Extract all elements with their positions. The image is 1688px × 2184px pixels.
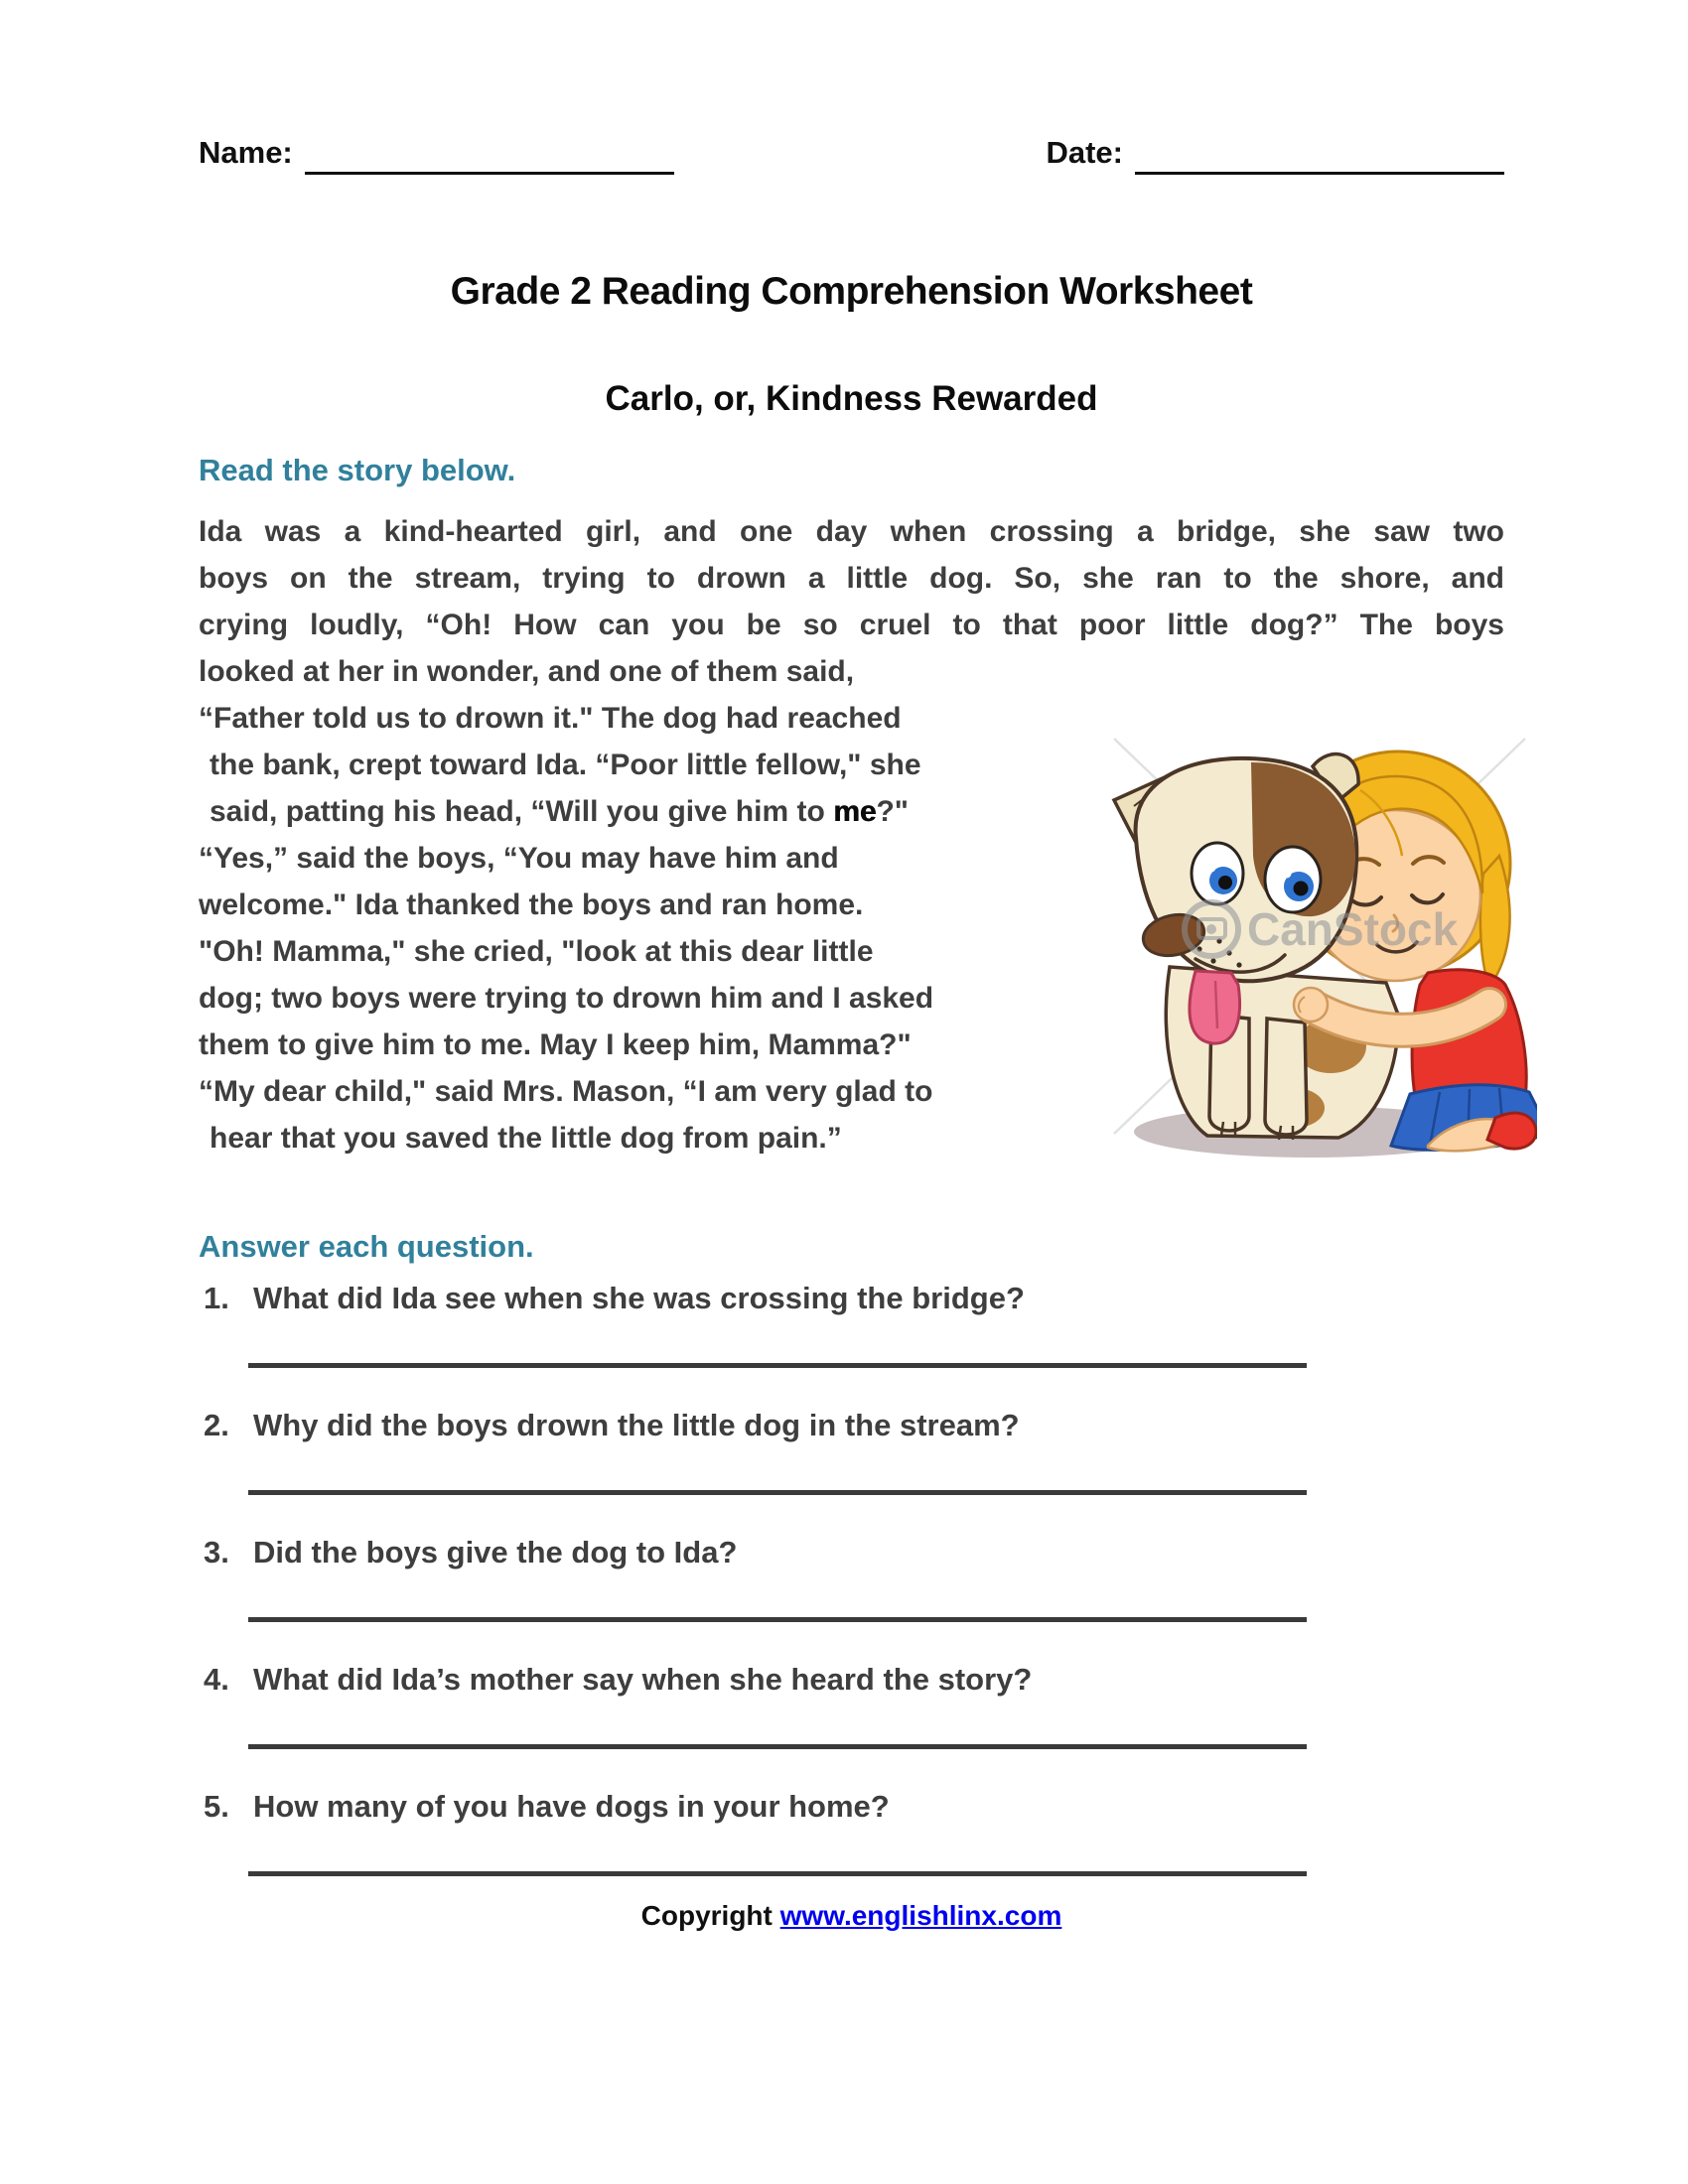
- story-line: “Father told us to drown it." The dog had reached: [199, 702, 902, 735]
- copyright-label: Copyright: [640, 1900, 773, 1931]
- story-line: Ida was a kind-hearted girl, and one day when crossing a bridge, she saw two: [199, 515, 1504, 548]
- question-3: [204, 1529, 1504, 1575]
- question-1: [204, 1275, 1504, 1321]
- question-number: 5.: [204, 1789, 229, 1824]
- date-blank: [1135, 138, 1504, 175]
- question-text: What did Ida’s mother say when she heard the story?: [253, 1662, 1033, 1697]
- story-line: “My dear child," said Mrs. Mason, “I am very glad to: [199, 1075, 933, 1108]
- answer-line-1: [248, 1363, 1307, 1368]
- name-date-row: [199, 135, 1504, 175]
- read-story-heading: Read the story below.: [199, 453, 516, 487]
- story-bold-word: me: [833, 795, 877, 828]
- story-line-fragment: said, patting his head, “Will you give him to: [210, 795, 834, 828]
- question-number: 2.: [204, 1408, 229, 1442]
- question-text: Did the boys give the dog to Ida?: [253, 1535, 738, 1570]
- watermark-text: CanStock: [1247, 903, 1459, 955]
- story-line: them to give him to me. May I keep him, Mamma?": [199, 1028, 912, 1061]
- question-text: How many of you have dogs in your home?: [253, 1789, 890, 1824]
- story-line: welcome." Ida thanked the boys and ran home.: [199, 888, 864, 921]
- story-line: dog; two boys were trying to drown him and I asked: [199, 982, 934, 1015]
- date-label: Date:: [1046, 135, 1123, 170]
- copyright-row: [199, 1900, 1504, 1932]
- story-line: looked at her in wonder, and one of them said,: [199, 655, 855, 688]
- answer-line-5: [248, 1871, 1307, 1876]
- name-label: Name:: [199, 135, 293, 170]
- name-blank: [305, 138, 674, 175]
- question-text: Why did the boys drown the little dog in the stream?: [253, 1408, 1020, 1442]
- answer-line-2: [248, 1490, 1307, 1495]
- story-line: hear that you saved the little dog from pain.”: [210, 1122, 842, 1155]
- question-number: 1.: [204, 1281, 229, 1315]
- question-2: [204, 1402, 1504, 1448]
- answer-questions-heading: Answer each question.: [199, 1229, 534, 1264]
- story-line-fragment: ?": [876, 795, 910, 828]
- answer-line-3: [248, 1617, 1307, 1622]
- question-number: 3.: [204, 1535, 229, 1570]
- page-title: Grade 2 Reading Comprehension Worksheet: [450, 270, 1253, 313]
- name-field: [199, 135, 674, 175]
- story-line: "Oh! Mamma," she cried, "look at this dear little: [199, 935, 874, 968]
- girl-hugging-dog-illustration: [1100, 687, 1537, 1169]
- story-line: boys on the stream, trying to drown a little dog. So, she ran to the shore, and: [199, 562, 1504, 595]
- illustration-svg: [1100, 687, 1537, 1169]
- story-line: the bank, crept toward Ida. “Poor little fellow," she: [210, 749, 921, 781]
- englishlinx-link[interactable]: www.englishlinx.com: [779, 1900, 1062, 1931]
- question-5: [204, 1783, 1504, 1830]
- questions-section: [199, 1229, 1504, 1932]
- question-4: [204, 1656, 1504, 1703]
- answer-line-4: [248, 1744, 1307, 1749]
- date-field: [1046, 135, 1504, 175]
- story-line: crying loudly, “Oh! How can you be so cruel to that poor little dog?” The boys: [199, 609, 1504, 641]
- story-title: Carlo, or, Kindness Rewarded: [605, 379, 1098, 418]
- story-line: “Yes,” said the boys, “You may have him and: [199, 842, 839, 875]
- question-text: What did Ida see when she was crossing the bridge?: [253, 1281, 1025, 1315]
- question-number: 4.: [204, 1662, 229, 1697]
